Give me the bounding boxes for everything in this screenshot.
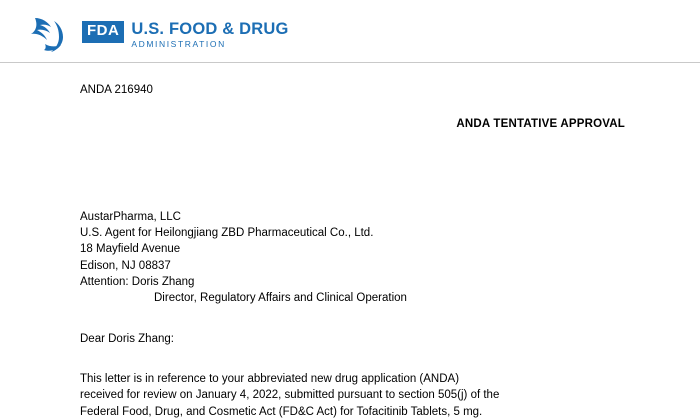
paragraph-1: This letter is in reference to your abbreviated new drug application (ANDA) received for review on January 4, 2022, submitted pursuant to section 505(j) of the Federal Food, Drug, and Cosmetic Act (FD&C Act) for Tofacitinib Tablets, 5 mg. [80,372,500,418]
recipient-address-block [80,209,625,307]
recipient-street: 18 Mayfield Avenue [80,243,181,256]
agency-title: U.S. FOOD & DRUG [131,20,289,39]
application-number: ANDA 216940 [80,84,153,96]
salutation: Dear Doris Zhang: [80,332,174,345]
hhs-seal-logo [26,14,72,56]
recipient-title: Director, Regulatory Affairs and Clinical Operation [154,292,407,305]
recipient-attention: Attention: Doris Zhang [80,275,195,288]
application-header-row [80,82,625,98]
header-divider [0,62,700,63]
recipient-company: AustarPharma, LLC [80,210,181,223]
fda-letterhead [26,14,289,56]
agency-subtitle: ADMINISTRATION [131,39,226,50]
fda-badge: FDA [82,21,124,43]
letter-body [80,82,625,420]
fda-wordmark [82,20,289,49]
approval-type-row [80,116,625,132]
approval-type: ANDA TENTATIVE APPROVAL [456,118,625,131]
recipient-agent-line: U.S. Agent for Heilongjiang ZBD Pharmaceutical Co., Ltd. [80,226,374,239]
recipient-city-state-zip: Edison, NJ 08837 [80,259,171,272]
